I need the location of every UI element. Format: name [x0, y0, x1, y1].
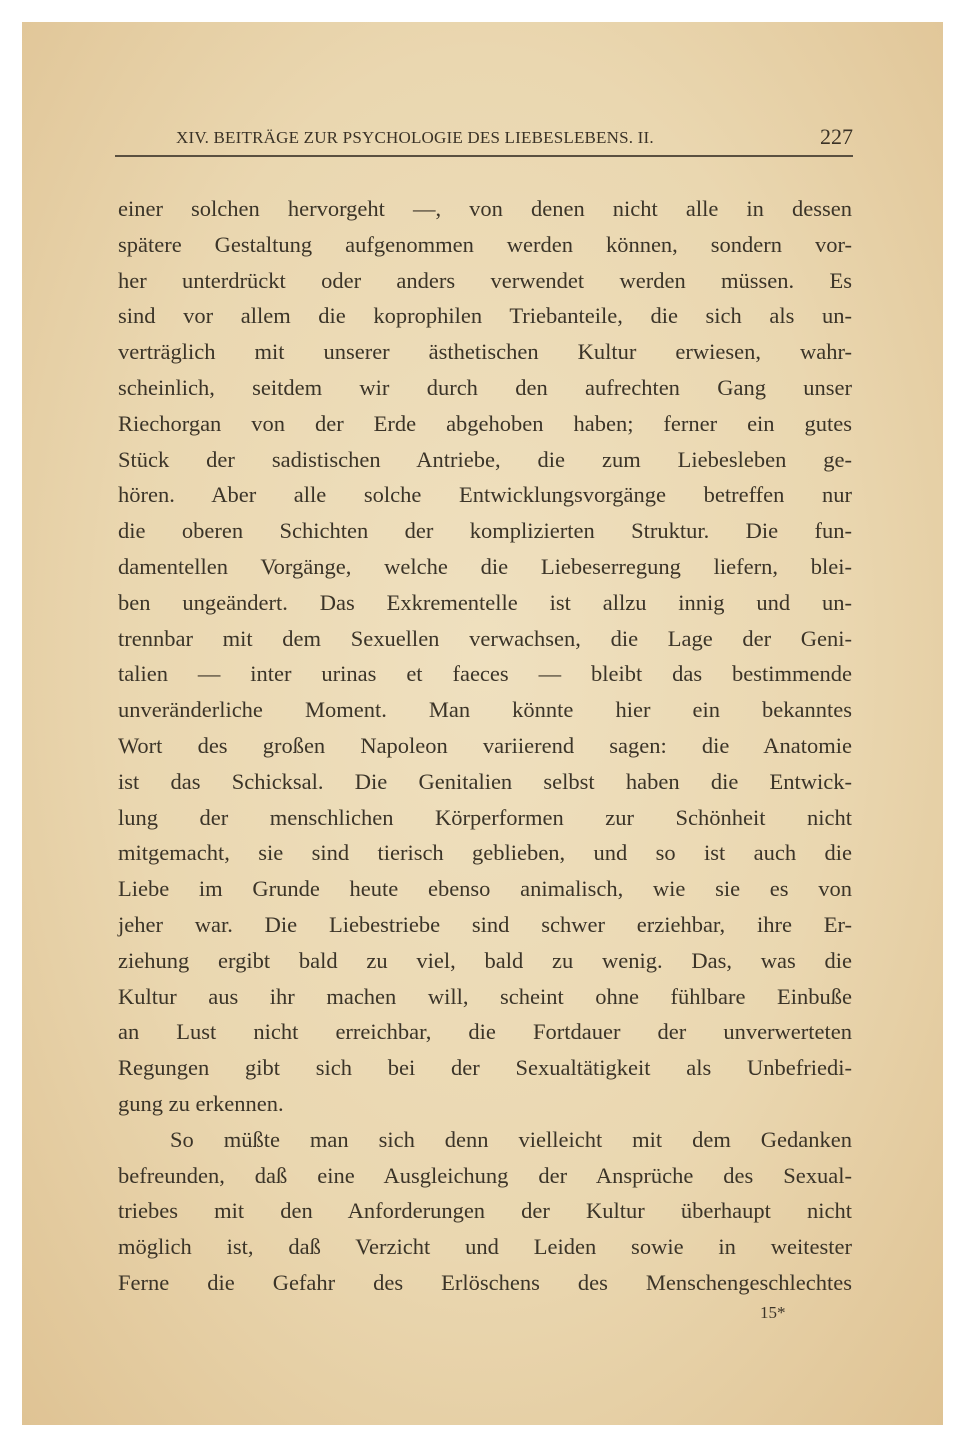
running-header	[118, 124, 853, 152]
text-line: möglich ist, daß Verzicht und Leiden sowie in weitester	[118, 1234, 852, 1260]
text-line: her unterdrückt oder anders verwendet werden müssen. Es	[118, 267, 852, 293]
text-line: Stück der sadistischen Antriebe, die zum Liebesleben ge-	[118, 446, 852, 472]
text-line: So müßte man sich denn vielleicht mit dem Gedanken	[170, 1126, 852, 1152]
text-line: ist das Schicksal. Die Genitalien selbst haben die Entwick-	[118, 768, 852, 794]
text-line: sind vor allem die koprophilen Triebanteile, die sich als un-	[118, 303, 852, 329]
text-line: gung zu erkennen.	[118, 1090, 284, 1116]
text-line: mitgemacht, sie sind tierisch geblieben, und so ist auch die	[118, 840, 852, 866]
text-line: talien — inter urinas et faeces — bleibt das bestimmende	[118, 661, 852, 687]
text-line: scheinlich, seitdem wir durch den aufrechten Gang unser	[118, 374, 852, 400]
text-line: Kultur aus ihr machen will, scheint ohne fühlbare Einbuße	[118, 983, 852, 1009]
text-line: an Lust nicht erreichbar, die Fortdauer der unverwerteten	[118, 1019, 852, 1045]
text-line: verträglich mit unserer ästhetischen Kultur erwiesen, wahr-	[118, 339, 852, 365]
text-line: jeher war. Die Liebestriebe sind schwer erziehbar, ihre Er-	[118, 911, 852, 937]
text-line: Riechorgan von der Erde abgehoben haben; ferner ein gutes	[118, 410, 852, 436]
signature-mark: 15*	[760, 1303, 786, 1322]
text-line: spätere Gestaltung aufgenommen werden können, sondern vor-	[118, 231, 852, 257]
header-title: XIV. BEITRÄGE ZUR PSYCHOLOGIE DES LIEBESLEBENS. II.	[176, 128, 654, 147]
text-line: hören. Aber alle solche Entwicklungsvorgänge betreffen nur	[118, 482, 852, 508]
text-line: einer solchen hervorgeht —, von denen nicht alle in dessen	[118, 196, 852, 221]
body-text	[118, 191, 852, 1301]
text-line: lung der menschlichen Körperformen zur Schönheit nicht	[118, 804, 852, 830]
text-line: die oberen Schichten der komplizierten Struktur. Die fun-	[118, 518, 852, 544]
text-line: Wort des großen Napoleon variierend sagen: die Anatomie	[118, 732, 852, 758]
text-line: trennbar mit dem Sexuellen verwachsen, die Lage der Geni-	[118, 625, 852, 651]
text-line: triebes mit den Anforderungen der Kultur überhaupt nicht	[118, 1198, 852, 1224]
text-line: Regungen gibt sich bei der Sexualtätigkeit als Unbefriedi-	[118, 1055, 852, 1081]
text-line: damentellen Vorgänge, welche die Liebeserregung liefern, blei-	[118, 553, 852, 579]
text-line: befreunden, daß eine Ausgleichung der Ansprüche des Sexual-	[118, 1162, 852, 1188]
text-line: Ferne die Gefahr des Erlöschens des Menschengeschlechtes	[118, 1269, 852, 1295]
text-line: ben ungeändert. Das Exkrementelle ist allzu innig und un-	[118, 589, 852, 615]
page-number: 227	[820, 124, 853, 149]
text-line: Liebe im Grunde heute ebenso animalisch, wie sie es von	[118, 876, 852, 902]
header-rule	[115, 155, 853, 157]
text-line: ziehung ergibt bald zu viel, bald zu wenig. Das, was die	[118, 947, 852, 973]
text-line: unveränderliche Moment. Man könnte hier ein bekanntes	[118, 697, 852, 723]
